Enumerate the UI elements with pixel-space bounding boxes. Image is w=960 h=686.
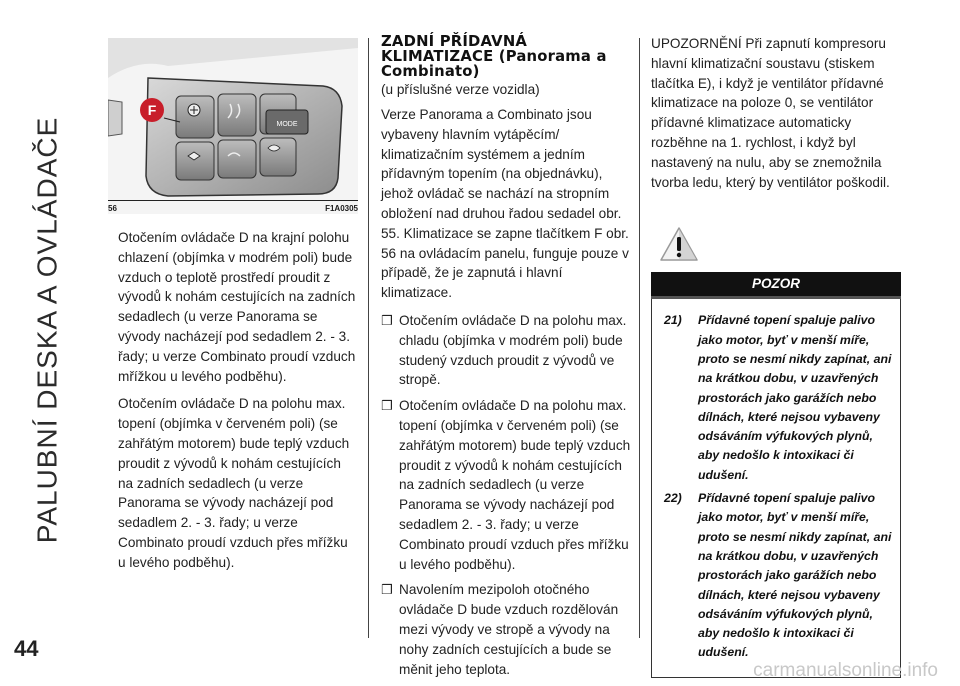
- warning-number: 22): [664, 491, 682, 506]
- list-item: [381, 580, 631, 679]
- checkbox-bullet-icon: ❒: [381, 582, 393, 598]
- figure-56-control-panel: [108, 38, 358, 214]
- column-divider-2: [639, 38, 640, 638]
- warning-title-bar: POZOR: [651, 272, 901, 299]
- watermark: carmanualsonline.info: [753, 660, 938, 681]
- column-divider-1: [368, 38, 369, 638]
- list-item-text: Otočením ovládače D na polohu max. chladu (objímka v modrém poli) bude studený vzduch proudit z vývodů ve stropě.: [399, 312, 627, 388]
- figure-number: 56: [108, 203, 117, 213]
- section-subheading: (u příslušné verze vozidla): [381, 82, 540, 97]
- chapter-title-text: PALUBNÍ DESKA A OVLÁDAČE: [31, 116, 63, 544]
- checkbox-bullet-icon: ❒: [381, 398, 393, 414]
- control-panel-illustration: [108, 38, 358, 214]
- paragraph-heating-rear: Otočením ovládače D na polohu max. topení (objímka v červeném poli) (se zahřátým motorem) bude teplý vzduch proudit z vývodů k nohám cestujících na zadních sedadlech (u verze Panorama se vývody nacházejí pod sedadlem 2. - 3. řady; u verze Combinato proudí vzduch přes mřížku u levého podběhu).: [118, 396, 350, 570]
- mode-button-label: MODE: [276, 121, 298, 128]
- column-2-text: [381, 34, 631, 685]
- column-1-text: [118, 228, 356, 581]
- checkbox-bullet-icon: ❒: [381, 312, 393, 328]
- list-item-text: Navolením mezipoloh otočného ovládače D bude vzduch rozdělován mezi vývody ve stropě a vývody na nohy zadních cestujících a bude se měnit jeho teplota.: [399, 582, 619, 677]
- figure-code: F1A0305: [325, 203, 358, 213]
- section-intro: Verze Panorama a Combinato jsou vybaveny hlavním vytápěcím/ klimatizačním systémem a jedním přídavným topením (na objednávku), jehož ovládač se nachází na stropním obložení nad druhou řadou sedadel obr. 55. Klimatizace se zapne tlačítkem F obr. 56 na ovládacím panelu, funguje pouze v případě, že je zapnutá i hlavní klimatizace.: [381, 107, 629, 301]
- paragraph-cooling-rear: Otočením ovládače D na krajní polohu chlazení (objímka v modrém poli) bude vzduch o teplotě prostředí proudit z vývodů k nohám cestujících na zadních sedadlech (u verze Panorama se vývody nacházejí pod sedadlem 2. - 3. řady; u verze Combinato proudí vzduch mřížkou u levého podběhu).: [118, 230, 356, 384]
- warning-item: [664, 311, 892, 485]
- list-item: [381, 396, 631, 574]
- list-item-text: Otočením ovládače D na polohu max. topení (objímka v červeném poli) (se zahřátým motorem) bude teplý vzduch proudit z vývodů k nohám cestujících na zadních sedadlech (u verze Panorama se vývody nacházejí pod sedadlem 2. - 3. řady; u verze Combinato proudí vzduch přes mřížku u levého podběhu).: [399, 398, 631, 572]
- section-heading: ZADNÍ PŘÍDAVNÁ KLIMATIZACE (Panorama a Combinato): [381, 33, 607, 80]
- figure-caption-bar: [108, 200, 358, 215]
- compressor-note: UPOZORNĚNÍ Při zapnutí kompresoru hlavní klimatizační soustavu (stiskem tlačítka E), i když je ventilátor přídavné klimatizace na poloze 0, se ventilátor přídavné klimatizace automaticky rozběhne na 1. rychlost, i když byl nastavený na nulu, aby se znemožnila tvorba ledu, který by ventilátor poškodil.: [651, 36, 890, 190]
- warning-item: [664, 489, 892, 663]
- column-3-text: [651, 34, 901, 678]
- warning-triangle-icon: [659, 226, 699, 262]
- warning-text: Přídavné topení spaluje palivo jako motor, byť v menší míře, proto se nesmí nikdy zapínat, ani na krátkou dobu, v uzavřených prostorách jako garážích nebo dílnách, které nejsou vybaveny odsáváním výfukových plynů, aby nedošlo k intoxikaci či udušení.: [698, 491, 892, 660]
- page-number: 44: [14, 636, 39, 661]
- warning-text: Přídavné topení spaluje palivo jako motor, byť v menší míře, proto se nesmí nikdy zapínat, ani na krátkou dobu, v uzavřených prostorách jako garážích nebo dílnách, které nejsou vybaveny odsáváním výfukových plynů, aby nedošlo k intoxikaci či udušení.: [698, 313, 892, 482]
- chapter-side-title: [12, 30, 82, 630]
- warning-number: 21): [664, 313, 682, 328]
- list-item: [381, 311, 631, 390]
- callout-F-label: F: [147, 102, 157, 118]
- warning-box: [651, 299, 901, 677]
